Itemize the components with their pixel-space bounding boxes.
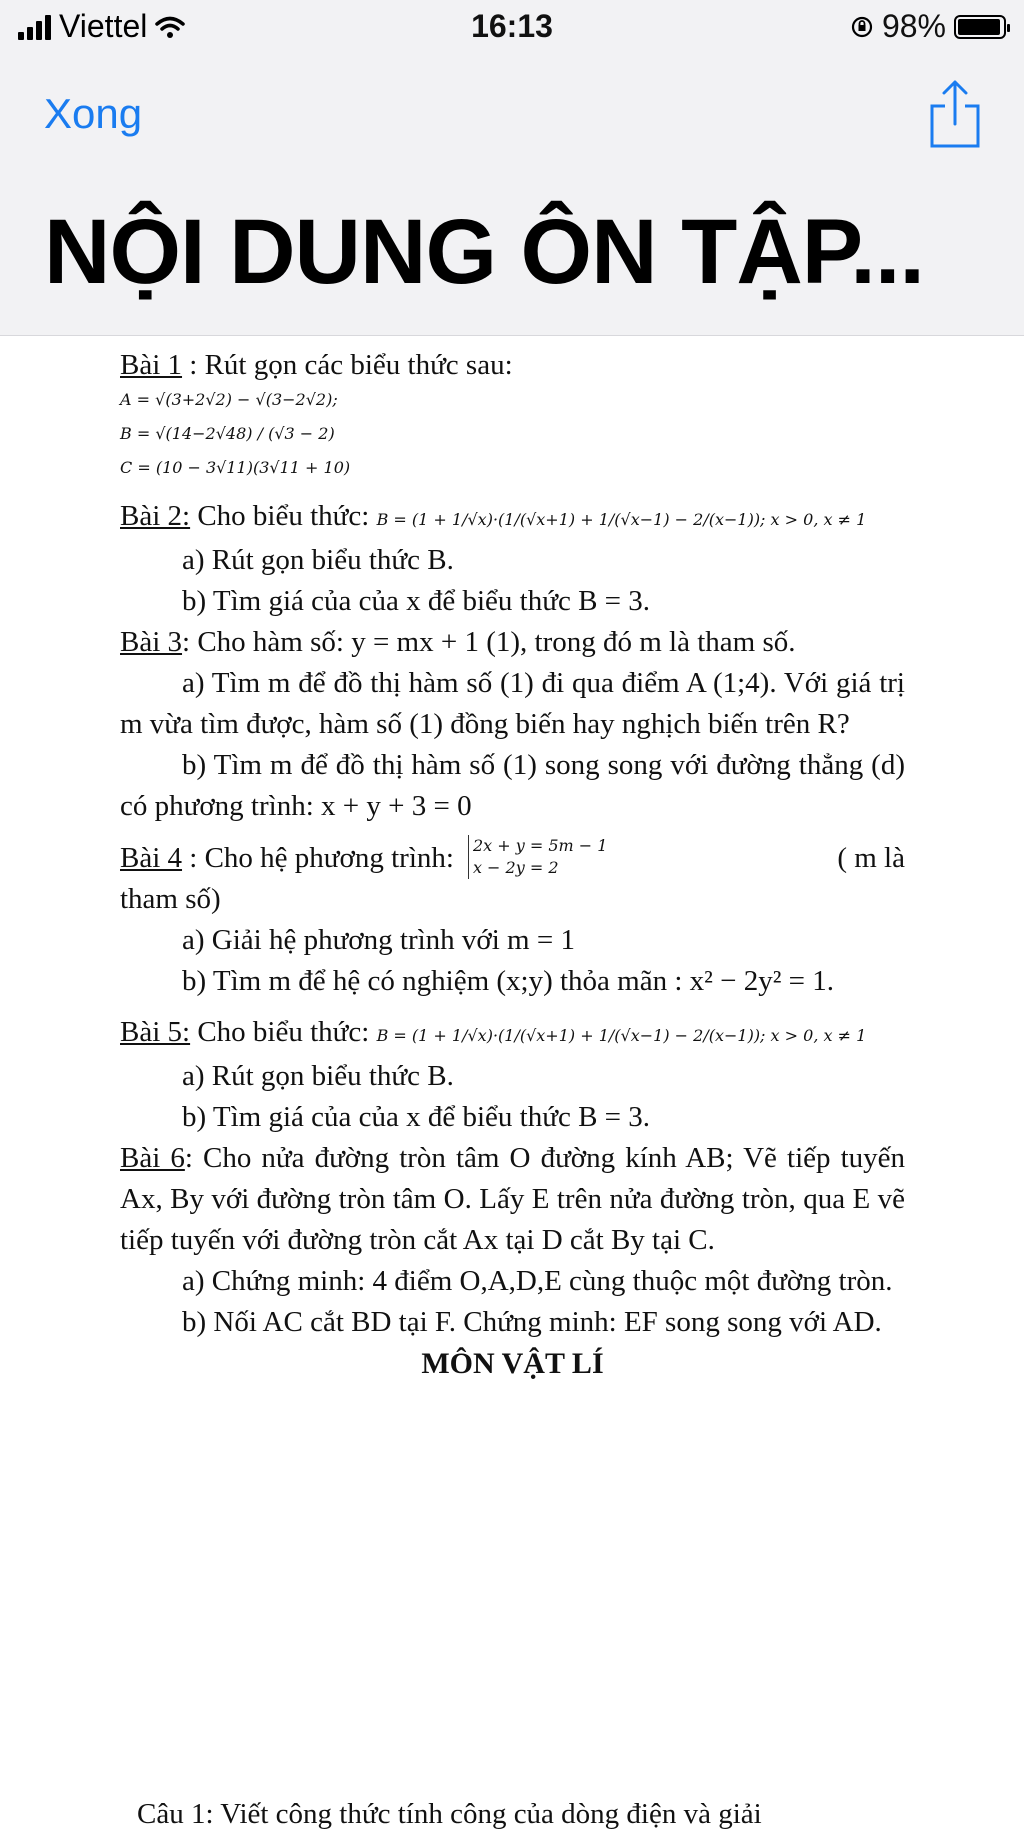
section-heading: MÔN VẬT LÍ: [421, 1347, 604, 1380]
exercise-5-a: a) Rút gọn biểu thức B.: [182, 1060, 454, 1092]
exercise-4-heading: Bài 4 : Cho hệ phương trình: 2x + y = 5m − 1 x − 2y = 2 ( m là: [120, 836, 905, 877]
done-button[interactable]: Xong: [44, 90, 143, 137]
exercise-2-formula: B = (1 + 1/√x)·(1/(√x+1) + 1/(√x−1) − 2/(x−1)); x > 0, x ≠ 1: [376, 510, 867, 529]
formula-b: B = √(14−2√48) / (√3 − 2): [120, 424, 335, 443]
document-header: [0, 60, 1024, 336]
exercise-3-b: b) Tìm m để đồ thị hàm số (1) song song với đường thẳng (d) có phương trình: x + y + 3 = 0: [120, 749, 905, 822]
exercise-2-a: a) Rút gọn biểu thức B.: [182, 544, 454, 576]
document-body: [120, 345, 905, 1384]
exercise-5-b: b) Tìm giá của của x để biểu thức B = 3.: [182, 1101, 651, 1133]
document-title: NỘI DUNG ÔN TẬP...: [44, 201, 924, 303]
equation-system: 2x + y = 5m − 1 x − 2y = 2: [468, 835, 608, 879]
formula-a: A = √(3+2√2) − √(3−2√2);: [120, 390, 338, 409]
orientation-lock-icon: [850, 15, 874, 39]
exercise-3-a: a) Tìm m để đồ thị hàm số (1) đi qua điểm A (1;4). Với giá trị m vừa tìm được, hàm số (1) đồng biến hay nghịch biến trên R?: [120, 667, 905, 740]
cut-off-line: Câu 1: Viết công thức tính công của dòng điện và giải: [137, 1798, 762, 1830]
exercise-3-heading: Bài 3: Cho hàm số: y = mx + 1 (1), trong đó m là tham số.: [120, 626, 796, 658]
battery-icon: [954, 15, 1006, 39]
exercise-4-param: tham số): [120, 883, 221, 915]
carrier-label: Viettel: [59, 8, 148, 44]
exercise-4-b: b) Tìm m để hệ có nghiệm (x;y) thỏa mãn : x² − 2y² = 1.: [182, 965, 835, 997]
exercise-2-b: b) Tìm giá của của x để biểu thức B = 3.: [182, 585, 651, 617]
exercise-4-a: a) Giải hệ phương trình với m = 1: [182, 924, 575, 956]
battery-percent: 98%: [881, 8, 946, 44]
exercise-6-heading: Bài 6: Cho nửa đường tròn tâm O đường kính AB; Vẽ tiếp tuyến Ax, By với đường tròn tâm O. Lấy E trên nửa đường tròn, qua E vẽ tiếp tuyến với đường tròn cắt Ax tại D cắt By tại C.: [120, 1142, 905, 1256]
status-bar: [0, 0, 1024, 60]
share-icon[interactable]: [928, 78, 982, 150]
exercise-5-heading: Bài 5: Cho biểu thức: B = (1 + 1/√x)·(1/(√x+1) + 1/(√x−1) − 2/(x−1)); x > 0, x ≠ 1: [120, 1016, 867, 1048]
exercise-5-formula: B = (1 + 1/√x)·(1/(√x+1) + 1/(√x−1) − 2/(x−1)); x > 0, x ≠ 1: [376, 1026, 867, 1045]
exercise-1-heading: Bài 1 : Rút gọn các biểu thức sau:: [120, 349, 513, 381]
clock: 16:13: [471, 8, 553, 44]
exercise-6-a: a) Chứng minh: 4 điểm O,A,D,E cùng thuộc một đường tròn.: [182, 1265, 893, 1297]
exercise-2-heading: Bài 2: Cho biểu thức: B = (1 + 1/√x)·(1/(√x+1) + 1/(√x−1) − 2/(x−1)); x > 0, x ≠ 1: [120, 500, 867, 532]
exercise-1-formulas: [120, 386, 905, 482]
battery-group: [850, 8, 1006, 45]
exercise-6-b: b) Nối AC cắt BD tại F. Chứng minh: EF song song với AD.: [182, 1306, 882, 1338]
formula-c: C = (10 − 3√11)(3√11 + 10): [120, 458, 351, 477]
